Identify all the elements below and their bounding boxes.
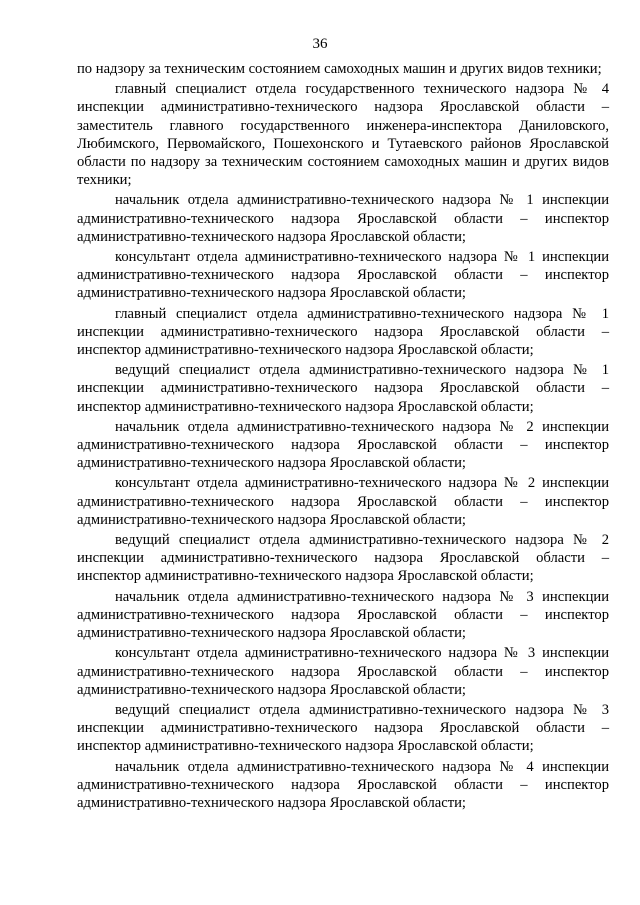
paragraph: консультант отдела административно-технического надзора № 2 инспекции административно-технического надзора Ярославской области – инспектор административно-технического надзора Ярославской области; <box>77 475 609 528</box>
paragraph: по надзору за техническим состоянием самоходных машин и других видов техники; <box>77 61 602 77</box>
paragraph: главный специалист отдела государственного технического надзора № 4 инспекции административно-технического надзора Ярославской области – заместитель главного государственного инженера-инспектора Даниловского, Любимского, Первомайского, Пошехонского и Тутаевского районов Ярославской области по надзору за техническим состоянием самоходных машин и других видов техники; <box>77 81 609 189</box>
page-number: 36 <box>312 36 328 52</box>
paragraph: консультант отдела административно-технического надзора № 3 инспекции административно-технического надзора Ярославской области – инспектор административно-технического надзора Ярославской области; <box>77 645 609 698</box>
paragraph: главный специалист отдела административно-технического надзора № 1 инспекции административно-технического надзора Ярославской области – инспектор административно-технического надзора Ярославской области; <box>77 305 609 359</box>
paragraph: ведущий специалист отдела административно-технического надзора № 3 инспекции административно-технического надзора Ярославской области – инспектор административно-технического надзора Ярославской области; <box>77 701 609 755</box>
paragraph: ведущий специалист отдела административно-технического надзора № 1 инспекции административно-технического надзора Ярославской области – инспектор административно-технического надзора Ярославской области; <box>77 362 609 415</box>
paragraph: начальник отдела административно-технического надзора № 2 инспекции административно-технического надзора Ярославской области – инспектор административно-технического надзора Ярославской области; <box>77 418 609 472</box>
paragraph: начальник отдела административно-технического надзора № 3 инспекции административно-технического надзора Ярославской области – инспектор административно-технического надзора Ярославской области; <box>77 588 609 642</box>
paragraph: начальник отдела административно-технического надзора № 1 инспекции административно-технического надзора Ярославской области – инспектор административно-технического надзора Ярославской области; <box>77 192 609 245</box>
paragraph: начальник отдела административно-технического надзора № 4 инспекции административно-технического надзора Ярославской области – инспектор административно-технического надзора Ярославской области; <box>77 758 609 811</box>
paragraph: консультант отдела административно-технического надзора № 1 инспекции административно-технического надзора Ярославской области – инспектор административно-технического надзора Ярославской области; <box>77 249 609 302</box>
document-body <box>77 60 609 814</box>
paragraph: ведущий специалист отдела административно-технического надзора № 2 инспекции административно-технического надзора Ярославской области – инспектор административно-технического надзора Ярославской области; <box>77 532 609 585</box>
